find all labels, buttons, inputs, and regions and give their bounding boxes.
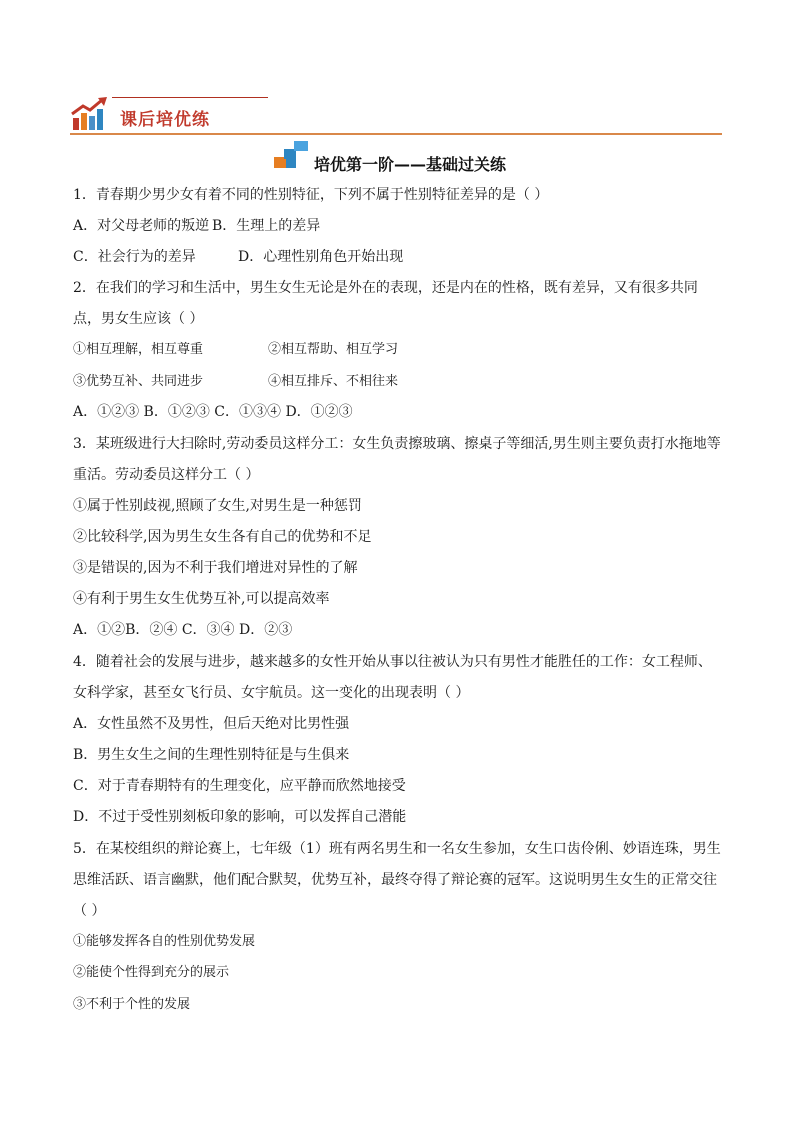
q1-option-c: C．社会行为的差异 (73, 249, 196, 265)
q1-option-d: D．心理性别角色开始出现 (238, 249, 404, 265)
q5-item-2: ②能使个性得到充分的展示 (73, 965, 230, 980)
question-4-stem-line2: 女科学家，甚至女飞行员、女宇航员。这一变化的出现表明（ ） (73, 685, 470, 701)
q3-item-1: ①属于性别歧视,照顾了女生,对男生是一种惩罚 (73, 498, 362, 514)
q1-option-b: B．生理上的差异 (212, 218, 321, 234)
section-title: 培优第一阶——基础过关练 (314, 155, 507, 174)
q5-item-1: ①能够发挥各自的性别优势发展 (73, 934, 256, 949)
question-5-stem-line3: （ ） (73, 903, 106, 919)
q3-options: A．①②B．②④ C．③④ D．②③ (73, 622, 293, 638)
q2-options: A．①②③ B．①②③ C．①③④ D．①②③ (73, 404, 353, 420)
bar-chart-rising-arrow-icon (70, 96, 110, 132)
q5-item-3: ③不利于个性的发展 (73, 997, 191, 1012)
header-divider (70, 133, 722, 135)
q1-option-a: A．对父母老师的叛逆 (73, 218, 210, 234)
question-3-stem-line1: 3．某班级进行大扫除时,劳动委员这样分工：女生负责擦玻璃、擦桌子等细活,男生则主要负责打水拖地等 (73, 436, 721, 452)
question-5-stem-line1: 5．在某校组织的辩论赛上，七年级（1）班有两名男生和一名女生参加，女生口齿伶俐、妙语连珠，男生 (73, 841, 721, 857)
question-5-stem-line2: 思维活跃、语言幽默，他们配合默契，优势互补，最终夺得了辩论赛的冠军。这说明男生女生的正常交往 (73, 872, 717, 888)
q4-option-d: D．不过于受性别刻板印象的影响，可以发挥自己潜能 (73, 809, 407, 825)
q2-item-4: ④相互排斥、不相往来 (268, 374, 399, 389)
q2-item-1: ①相互理解，相互尊重 (73, 342, 204, 357)
q3-item-4: ④有利于男生女生优势互补,可以提高效率 (73, 591, 330, 607)
question-4-stem-line1: 4．随着社会的发展与进步，越来越多的女性开始从事以往被认为只有男性才能胜任的工作：女工程师、 (73, 654, 712, 670)
stair-blocks-icon (274, 140, 310, 170)
q3-item-3: ③是错误的,因为不利于我们增进对异性的了解 (73, 560, 358, 576)
q2-item-2: ②相互帮助、相互学习 (268, 342, 399, 357)
q4-option-b: B．男生女生之间的生理性别特征是与生俱来 (73, 747, 350, 763)
question-2-stem-line1: 2．在我们的学习和生活中，男生女生无论是外在的表现，还是内在的性格，既有差异，又有很多共同 (73, 280, 698, 296)
header-title: 课后培优练 (120, 110, 210, 130)
q4-option-c: C．对于青春期特有的生理变化，应平静而欣然地接受 (73, 778, 406, 794)
page-header (70, 96, 722, 136)
question-1-stem: 1．青春期少男少女有着不同的性别特征，下列不属于性别特征差异的是（ ） (73, 187, 549, 203)
question-2-stem-line2: 点，男女生应该（ ） (73, 311, 204, 327)
q4-option-a: A．女性虽然不及男性，但后天绝对比男性强 (73, 716, 350, 732)
q3-item-2: ②比较科学,因为男生女生各有自己的优势和不足 (73, 529, 372, 545)
question-3-stem-line2: 重活。劳动委员这样分工（ ） (73, 467, 260, 483)
header-top-line (112, 97, 268, 98)
q2-item-3: ③优势互补、共同进步 (73, 374, 204, 389)
